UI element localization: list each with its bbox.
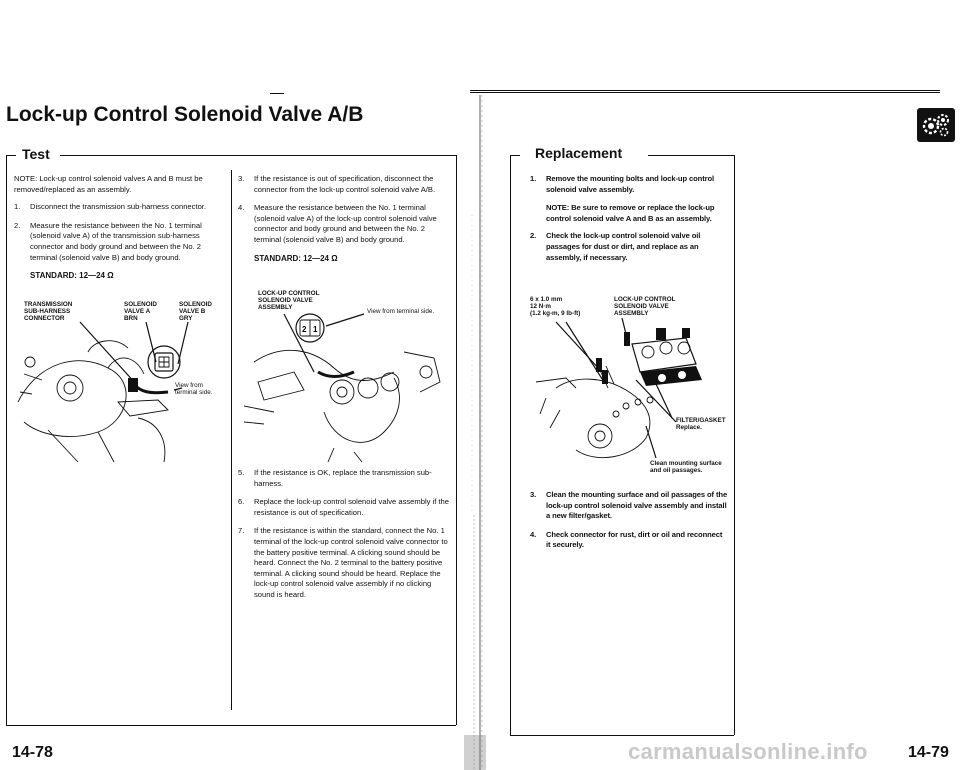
top-rule-right bbox=[470, 90, 940, 91]
test-frame-top bbox=[60, 155, 456, 156]
repl-frame-left bbox=[510, 155, 511, 735]
repl-step-1: 1. Remove the mounting bolts and lock-up control solenoid valve assembly. bbox=[530, 174, 715, 194]
test-step-4: 4. Measure the resistance between the No. 1 terminal (solenoid valve A) of the lock-up control solenoid valve connector and body ground and between the No. 2 terminal (solenoid valve B) and body ground. bbox=[238, 203, 437, 244]
test-column-divider bbox=[231, 170, 232, 710]
standard-1: STANDARD: 12—24 Ω bbox=[30, 271, 114, 281]
top-rule-right-2 bbox=[470, 92, 940, 93]
repl-frame-top-left bbox=[510, 155, 520, 156]
label-valve-assembly-replacement: LOCK-UP CONTROL SOLENOID VALVE ASSEMBLY bbox=[614, 296, 676, 318]
standard-2: STANDARD: 12—24 Ω bbox=[254, 253, 338, 263]
repl-step-3: 3. Clean the mounting surface and oil passages of the lock-up control solenoid valve assembly and install a new filter/gasket. bbox=[530, 490, 728, 521]
label-solenoid-valve-b: SOLENOID VALVE B GRY bbox=[179, 301, 212, 323]
wire-bundle bbox=[128, 378, 168, 393]
label-view-from-terminal-1: View from terminal side. bbox=[175, 382, 213, 397]
transmission-body-sketch bbox=[18, 341, 168, 462]
repl-frame-bottom bbox=[510, 735, 734, 736]
page-number-right: 14-79 bbox=[908, 744, 949, 761]
binding-gutter bbox=[462, 95, 492, 770]
page-title: Lock-up Control Solenoid Valve A/B bbox=[6, 103, 364, 126]
connector-face bbox=[148, 346, 180, 378]
replacement-column-lower bbox=[530, 490, 728, 559]
replacement-column bbox=[530, 174, 728, 271]
repl-frame-right bbox=[734, 155, 735, 735]
mounting-bolts bbox=[596, 332, 630, 384]
test-middle-column-lower bbox=[238, 468, 450, 609]
repl-frame-top bbox=[648, 155, 734, 156]
repl-note: NOTE: Be sure to remove or replace the lock-up control solenoid valve A and B as an assembly. bbox=[546, 203, 715, 223]
harness-connector-illustration bbox=[18, 322, 228, 462]
label-view-from-terminal-2: View from terminal side. bbox=[367, 308, 435, 315]
label-sub-harness-connector: TRANSMISSION SUB-HARNESS CONNECTOR bbox=[24, 301, 73, 323]
page-number-left: 14-78 bbox=[12, 744, 53, 761]
test-step-1: 1. Disconnect the transmission sub-harness connector. bbox=[14, 202, 207, 212]
replacement-illustration bbox=[536, 318, 732, 468]
test-frame-bottom bbox=[6, 725, 456, 726]
test-note: NOTE: Lock-up control solenoid valves A and B must be removed/replaced as an assembly. bbox=[14, 174, 203, 194]
test-step-3: 3. If the resistance is out of specification, disconnect the connector from the lock-up control solenoid valve A/B. bbox=[238, 174, 436, 194]
gears-icon-glyph bbox=[920, 111, 952, 139]
wire-bundle-2 bbox=[318, 372, 354, 377]
test-middle-column bbox=[238, 174, 450, 274]
pin-1-label: 1 bbox=[313, 325, 318, 334]
transmission-body-sketch-3 bbox=[536, 366, 653, 458]
label-filter-gasket: FILTER/GASKET Replace. bbox=[676, 417, 726, 432]
lockup-valve-illustration bbox=[244, 312, 454, 462]
terminal-connector-face bbox=[296, 314, 324, 342]
test-step-2: 2. Measure the resistance between the No. 1 terminal (solenoid valve A) of the transmission sub-harness connector and body ground and between the No. 2 terminal (solenoid valve B) and body ground. bbox=[14, 220, 202, 262]
test-left-column bbox=[14, 174, 226, 292]
test-frame-right bbox=[456, 155, 457, 725]
test-step-7: 7. If the resistance is within the standard, connect the No. 1 terminal of the lock-up control solenoid valve connector to the battery positive terminal. A clicking sound should be heard. Connect the No. 2 terminal to the battery positive terminal. A clicking sound should be heard. Replace the lock-up control solenoid valve assembly if no clicking sound is heard. bbox=[238, 526, 448, 599]
label-lockup-valve-assembly: LOCK-UP CONTROL SOLENOID VALVE ASSEMBLY bbox=[258, 290, 320, 312]
pin-2-label: 2 bbox=[302, 325, 307, 334]
valve-body-sketch bbox=[244, 350, 440, 462]
test-frame-left bbox=[6, 155, 7, 725]
label-bolt-torque: 6 x 1.0 mm 12 N·m (1.2 kg-m, 9 lb-ft) bbox=[530, 296, 581, 318]
repl-step-4: 4. Check connector for rust, dirt or oil and reconnect it securely. bbox=[530, 529, 723, 550]
valve-assembly bbox=[632, 328, 696, 372]
test-frame-top-left bbox=[6, 155, 16, 156]
test-step-6: 6. Replace the lock-up control solenoid valve assembly if the resistance is out of specification. bbox=[238, 497, 450, 517]
leader-lines bbox=[284, 314, 364, 372]
top-rule-fragment bbox=[270, 93, 284, 94]
replacement-heading: Replacement bbox=[531, 145, 626, 161]
gears-icon bbox=[917, 108, 955, 142]
test-heading: Test bbox=[18, 146, 54, 162]
test-step-5: 5. If the resistance is OK, replace the transmission sub-harness. bbox=[238, 468, 432, 488]
repl-step-2: 2. Check the lock-up control solenoid valve oil passages for dust or dirt, and replace as an assembly, if necessary. bbox=[530, 231, 701, 262]
footer-watermark: carmanualsonline.info bbox=[628, 739, 868, 764]
label-solenoid-valve-a: SOLENOID VALVE A BRN bbox=[124, 301, 157, 323]
filter-gasket bbox=[640, 366, 702, 386]
label-clean-surface: Clean mounting surface and oil passages. bbox=[650, 460, 722, 475]
